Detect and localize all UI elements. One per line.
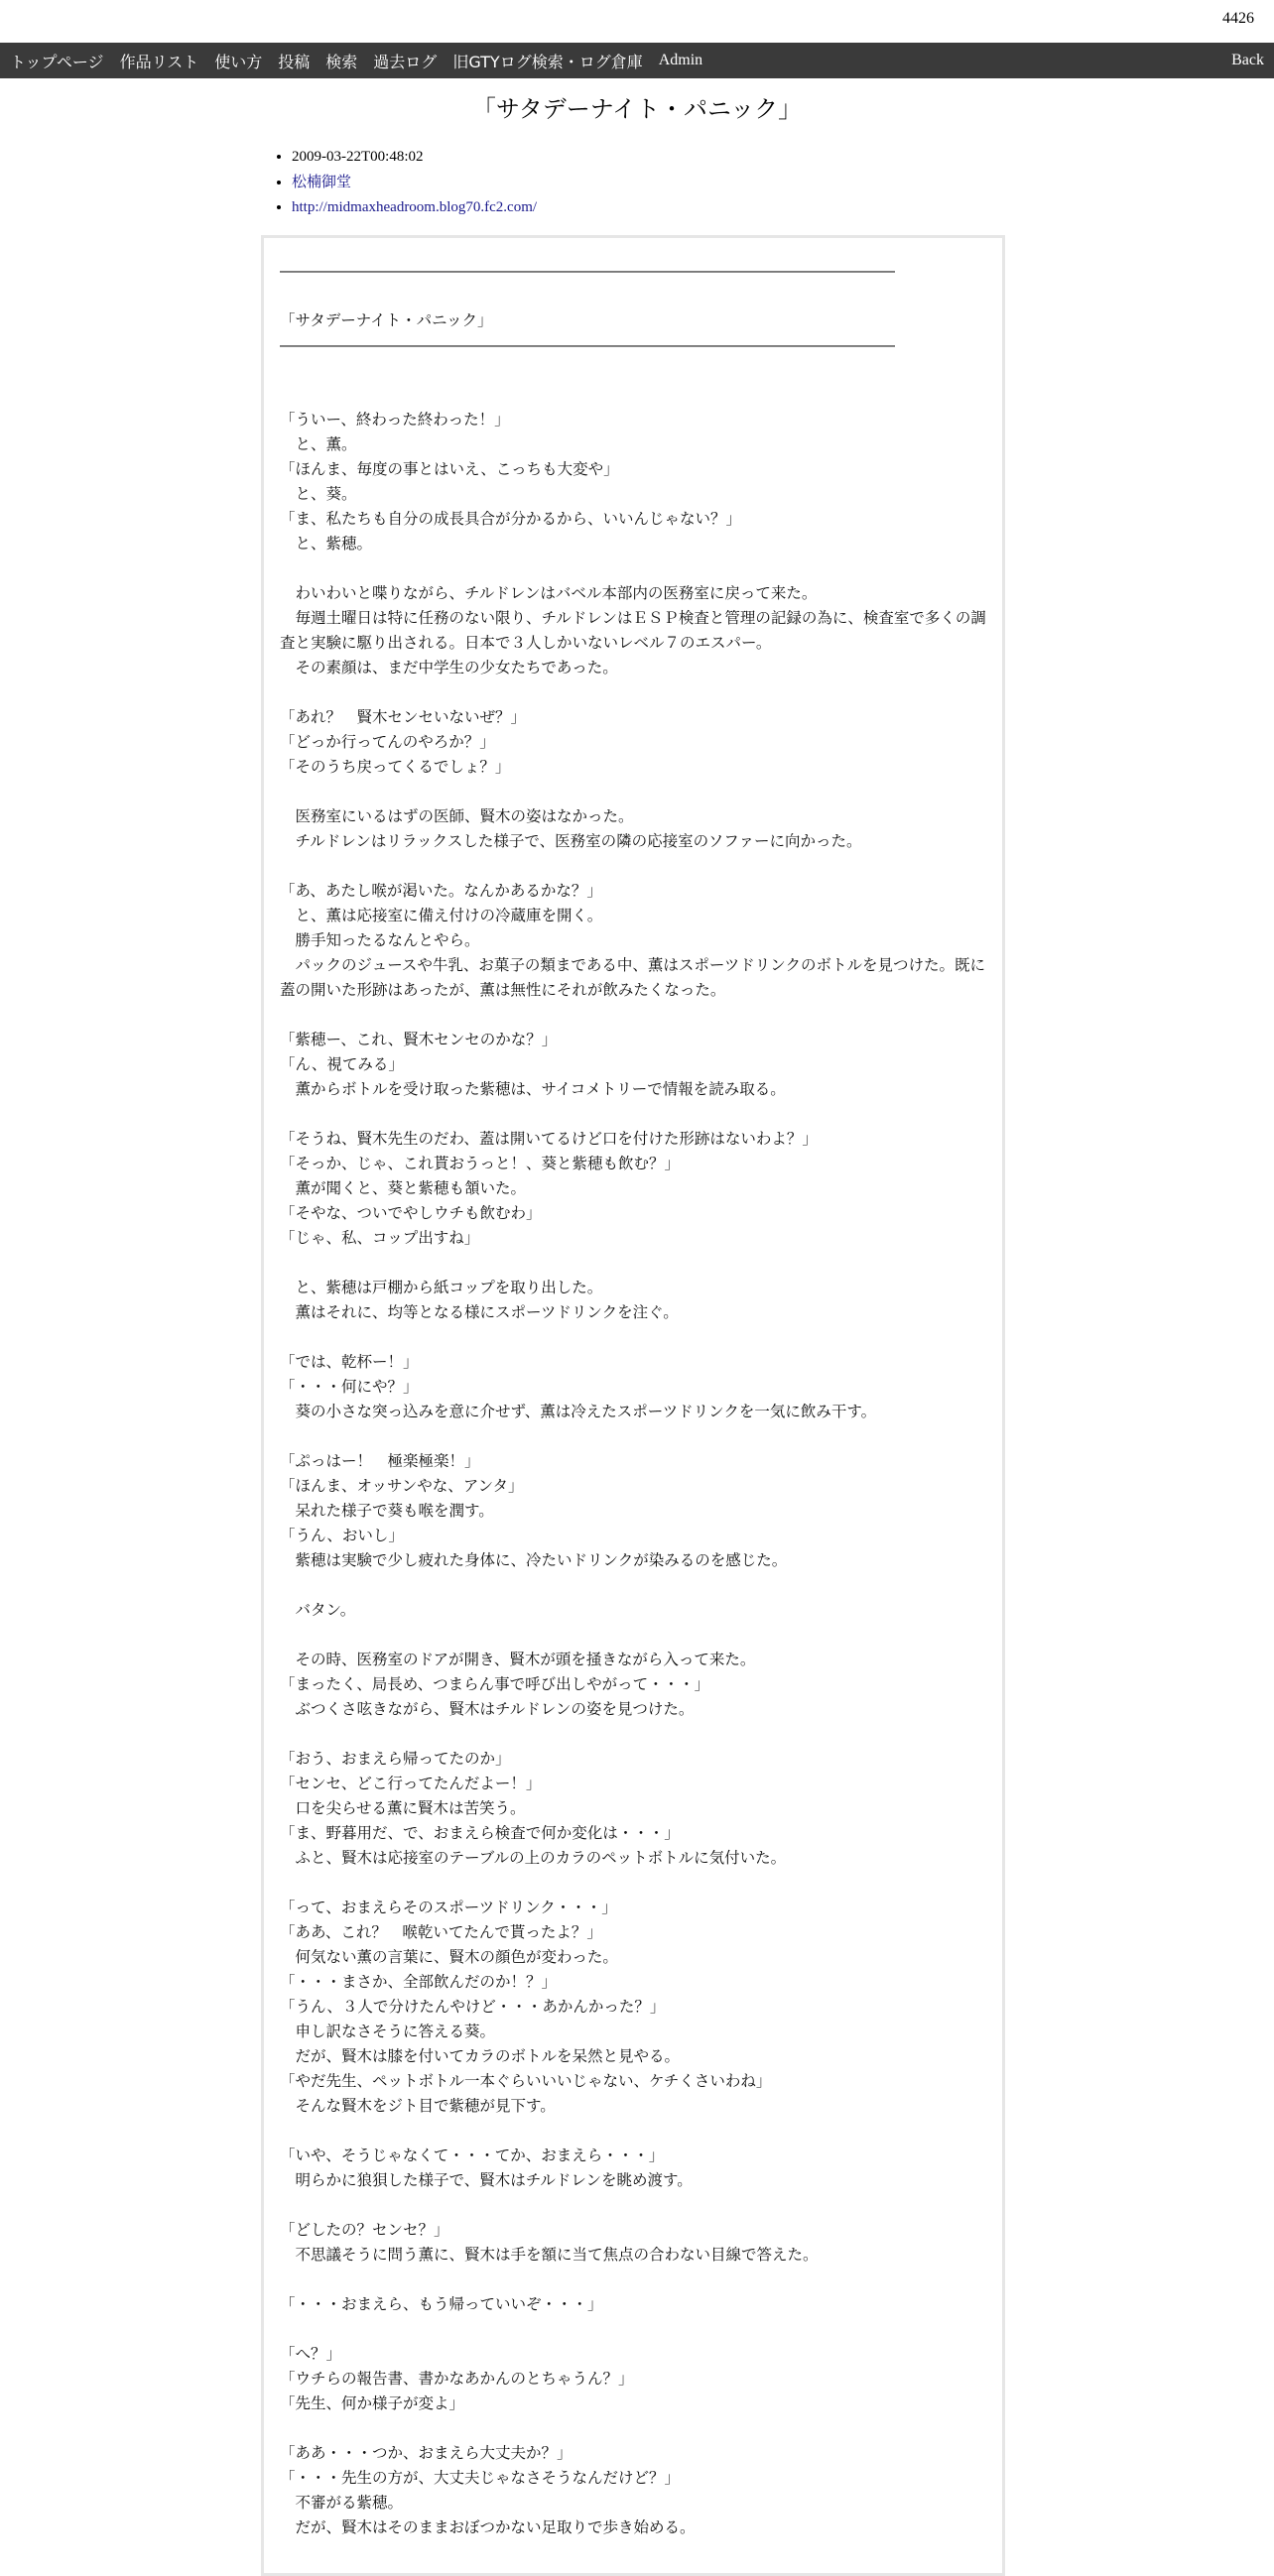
post-number: 4426 (1222, 10, 1254, 27)
author-link[interactable]: 松楠御堂 (292, 173, 352, 190)
post-date-text: 2009-03-22T00:48:02 (292, 149, 424, 165)
page-title: 「サタデーナイト・パニック」 (471, 95, 803, 123)
story-body: ―――――――――――――――――――――――――――――――――――――――― 「サタデーナイト・パニック」 ―――――――――――――――――――――――――――――――――――――――― 「ういー、終わった終わった！」 と、薫。 「ほんま、毎度の事とはいえ、こっちも大変や」 と、葵。 「ま、私たちも自分の成長具合が分かるから、いいんじゃない？」 と、紫穂。 わいわいと喋りながら、チルドレンはバベル本部内の医務室に戻って来た。 毎週土曜日は特に任務のない限り、チルドレンはＥＳＰ検査と管理の記録の為に、検査室で多くの調査と実験に駆り出される。日本で３人しかいないレベル７のエスパー。 その素顔は、まだ中学生の少女たちであった。 「あれ？ 賢木センセいないぜ？」 「どっか行ってんのやろか？」 「そのうち戻ってくるでしょ？」 医務室にいるはずの医師、賢木の姿はなかった。 チルドレンはリラックスした様子で、医務室の隣の応接室のソファーに向かった。 「あ、あたし喉が渇いた。なんかあるかな？」 と、薫は応接室に備え付けの冷蔵庫を開く。 勝手知ったるなんとやら。 パックのジュースや牛乳、お菓子の類まである中、薫はスポーツドリンクのボトルを見つけた。既に蓋の開いた形跡はあったが、薫は無性にそれが飲みたくなった。 「紫穂ー、これ、賢木センセのかな？」 「ん、視てみる」 薫からボトルを受け取った紫穂は、サイコメトリーで情報を読み取る。 「そうね、賢木先生のだわ、蓋は開いてるけど口を付けた形跡はないわよ？」 「そっか、じゃ、これ貰おうっと！、葵と紫穂も飲む？」 薫が聞くと、葵と紫穂も頷いた。 「そやな、ついでやしウチも飲むわ」 「じゃ、私、コップ出すね」 と、紫穂は戸棚から紙コップを取り出した。 薫はそれに、均等となる様にスポーツドリンクを注ぐ。 「では、乾杯ー！」 「・・・何にや？」 葵の小さな突っ込みを意に介せず、薫は冷えたスポーツドリンクを一気に飲み干す。 「ぷっはー！ 極楽極楽！」 「ほんま、オッサンやな、アンタ」 呆れた様子で葵も喉を潤す。 「うん、おいし」 紫穂は実験で少し疲れた身体に、冷たいドリンクが染みるのを感じた。 バタン。 その時、医務室のドアが開き、賢木が頭を掻きながら入って来た。 「まったく、局長め、つまらん事で呼び出しやがって・・・」 ぶつくさ呟きながら、賢木はチルドレンの姿を見つけた。 「おう、おまえら帰ってたのか」 「センセ、どこ行ってたんだよー！」 口を尖らせる薫に賢木は苦笑う。 「ま、野暮用だ、で、おまえら検査で何か変化は・・・」 ふと、賢木は応接室のテーブルの上のカラのペットボトルに気付いた。 「って、おまえらそのスポーツドリンク・・・」 「ああ、これ？ 喉乾いてたんで貰ったよ？」 何気ない薫の言葉に、賢木の顔色が変わった。 「・・・まさか、全部飲んだのか！？」 「うん、３人で分けたんやけど・・・あかんかった？」 申し訳なさそうに答える葵。 だが、賢木は膝を付いてカラのボトルを呆然と見やる。 「やだ先生、ペットボトル一本ぐらいいいじゃない、ケチくさいわね」 そんな賢木をジト目で紫穂が見下す。 「いや、そうじゃなくて・・・てか、おまえら・・・」 明らかに狼狽した様子で、賢木はチルドレンを眺め渡す。 「どしたの？センセ？」 不思議そうに問う薫に、賢木は手を額に当て焦点の合わない目線で答えた。 「・・・おまえら、もう帰っていいぞ・・・」 「へ？」 「ウチらの報告書、書かなあかんのとちゃうん？」 「先生、何か様子が変よ」 「ああ・・・つか、おまえら大丈夫か？」 「・・・先生の方が、大丈夫じゃなさそうなんだけど？」 不審がる紫穂。 だが、賢木はそのままおぼつかない足取りで歩き始める。 (280, 262, 986, 2536)
story-content-box (261, 235, 1005, 2576)
nav-top-page[interactable]: トップページ (10, 52, 104, 71)
nav-admin[interactable]: Admin (658, 52, 703, 68)
post-url (292, 195, 537, 220)
nav-works-list[interactable]: 作品リスト (119, 52, 199, 71)
back-link[interactable]: Back (1231, 52, 1264, 68)
nav-past-logs[interactable]: 過去ログ (373, 52, 438, 71)
author-site-link[interactable]: http://midmaxheadroom.blog70.fc2.com/ (292, 199, 538, 215)
post-author (292, 170, 537, 195)
post-date (292, 145, 537, 170)
nav-search[interactable]: 検索 (325, 52, 358, 71)
nav-post[interactable]: 投稿 (278, 52, 311, 71)
nav-how-to-use[interactable]: 使い方 (214, 52, 263, 71)
nav-menu (10, 43, 718, 78)
post-meta (272, 145, 537, 220)
top-navbar (0, 43, 1274, 78)
nav-old-gty-log-search[interactable]: 旧GTYログ検索・ログ倉庫 (452, 52, 643, 71)
